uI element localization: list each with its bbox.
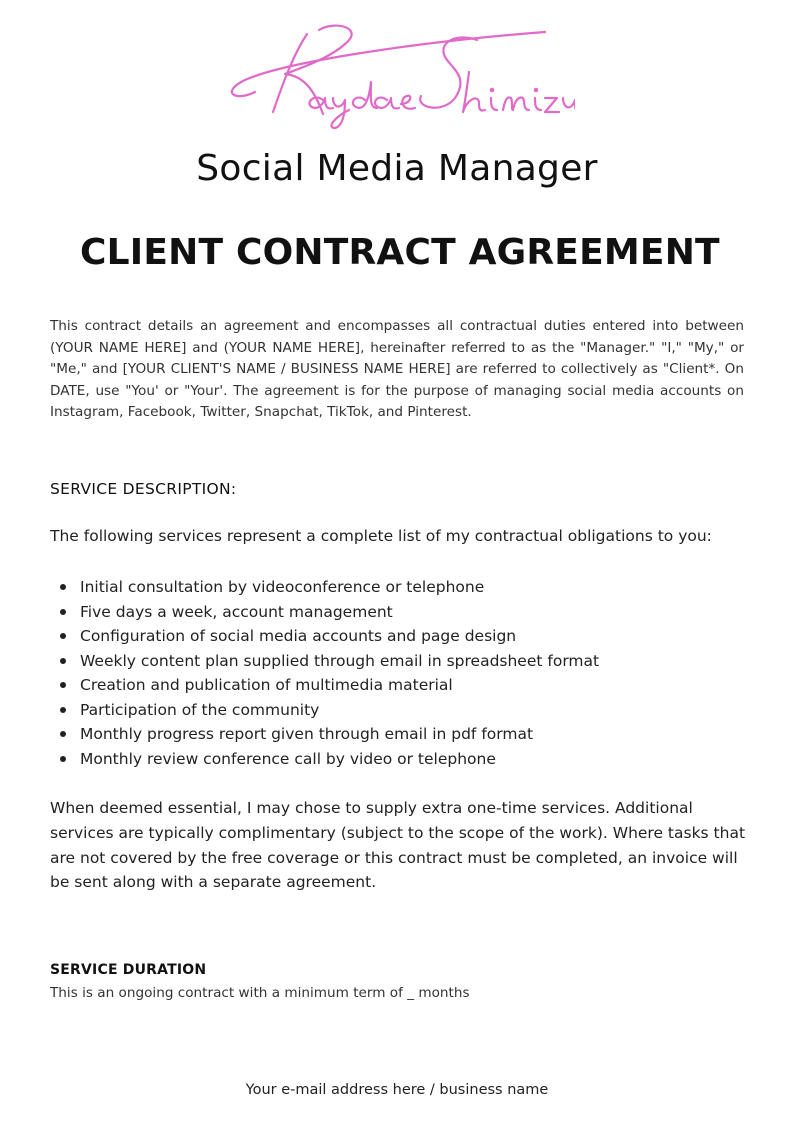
service-list-item xyxy=(80,722,599,747)
service-list-item xyxy=(80,673,599,698)
service-description-heading: SERVICE DESCRIPTION: xyxy=(50,480,237,498)
service-list-item-text: Monthly progress report given through email in pdf format xyxy=(80,725,534,743)
service-list-item xyxy=(80,624,599,649)
service-list-item xyxy=(80,600,599,625)
document-title: CLIENT CONTRACT AGREEMENT xyxy=(80,232,720,273)
service-duration-text: This is an ongoing contract with a minimum term of _ months xyxy=(50,985,470,1001)
bullet-icon xyxy=(60,682,66,688)
bullet-icon xyxy=(60,756,66,762)
bullet-icon xyxy=(60,609,66,615)
service-list-item-text: Creation and publication of multimedia material xyxy=(80,676,453,694)
service-list-item-text: Five days a week, account management xyxy=(80,602,393,621)
service-list-item-text: Monthly review conference call by video or telephone xyxy=(80,749,496,768)
bullet-icon xyxy=(60,731,66,737)
signature-logo xyxy=(215,22,575,132)
intro-paragraph: This contract details an agreement and encompasses all contractual duties entered into between (YOUR NAME HERE] and (YOUR NAME HERE], hereinafter referred to as the "Manager." "I," "My," or "Me," and [YOUR CLIENT'S NAME / BUSINESS NAME HERE] are referred to collectively as "Client*. On DATE, use "You' or "Your'. The agreement is for the purpose of managing social media accounts on Instagram, Facebook, Twitter, Snapchat, TikTok, and Pinterest. xyxy=(50,318,744,420)
bullet-icon xyxy=(60,658,66,664)
footer-contact: Your e-mail address here / business name xyxy=(245,1082,549,1098)
bullet-icon xyxy=(60,707,66,713)
service-list-item xyxy=(80,698,599,723)
service-list-item xyxy=(80,747,599,772)
service-list-item xyxy=(80,575,599,600)
service-list xyxy=(80,575,599,771)
service-list-item-text: Configuration of social media accounts and page design xyxy=(80,627,517,645)
bullet-icon xyxy=(60,633,66,639)
service-list-item xyxy=(80,649,599,674)
service-list-item-text: Participation of the community xyxy=(80,700,320,719)
service-list-item-text: Weekly content plan supplied through email in spreadsheet format xyxy=(80,651,600,670)
service-description-lead: The following services represent a complete list of my contractual obligations to you: xyxy=(50,527,712,545)
service-duration-heading: SERVICE DURATION xyxy=(50,962,207,978)
service-list-item-text: Initial consultation by videoconference or telephone xyxy=(80,578,485,596)
service-closing-paragraph: When deemed essential, I may chose to supply extra one-time services. Additional services are typically complimentary (subject to the scope of the work). Where tasks that are not covered by the free coverage or this contract must be completed, an invoice will be sent along with a separate agreement. xyxy=(50,799,746,892)
bullet-icon xyxy=(60,584,66,590)
document-subtitle: Social Media Manager xyxy=(196,148,598,189)
